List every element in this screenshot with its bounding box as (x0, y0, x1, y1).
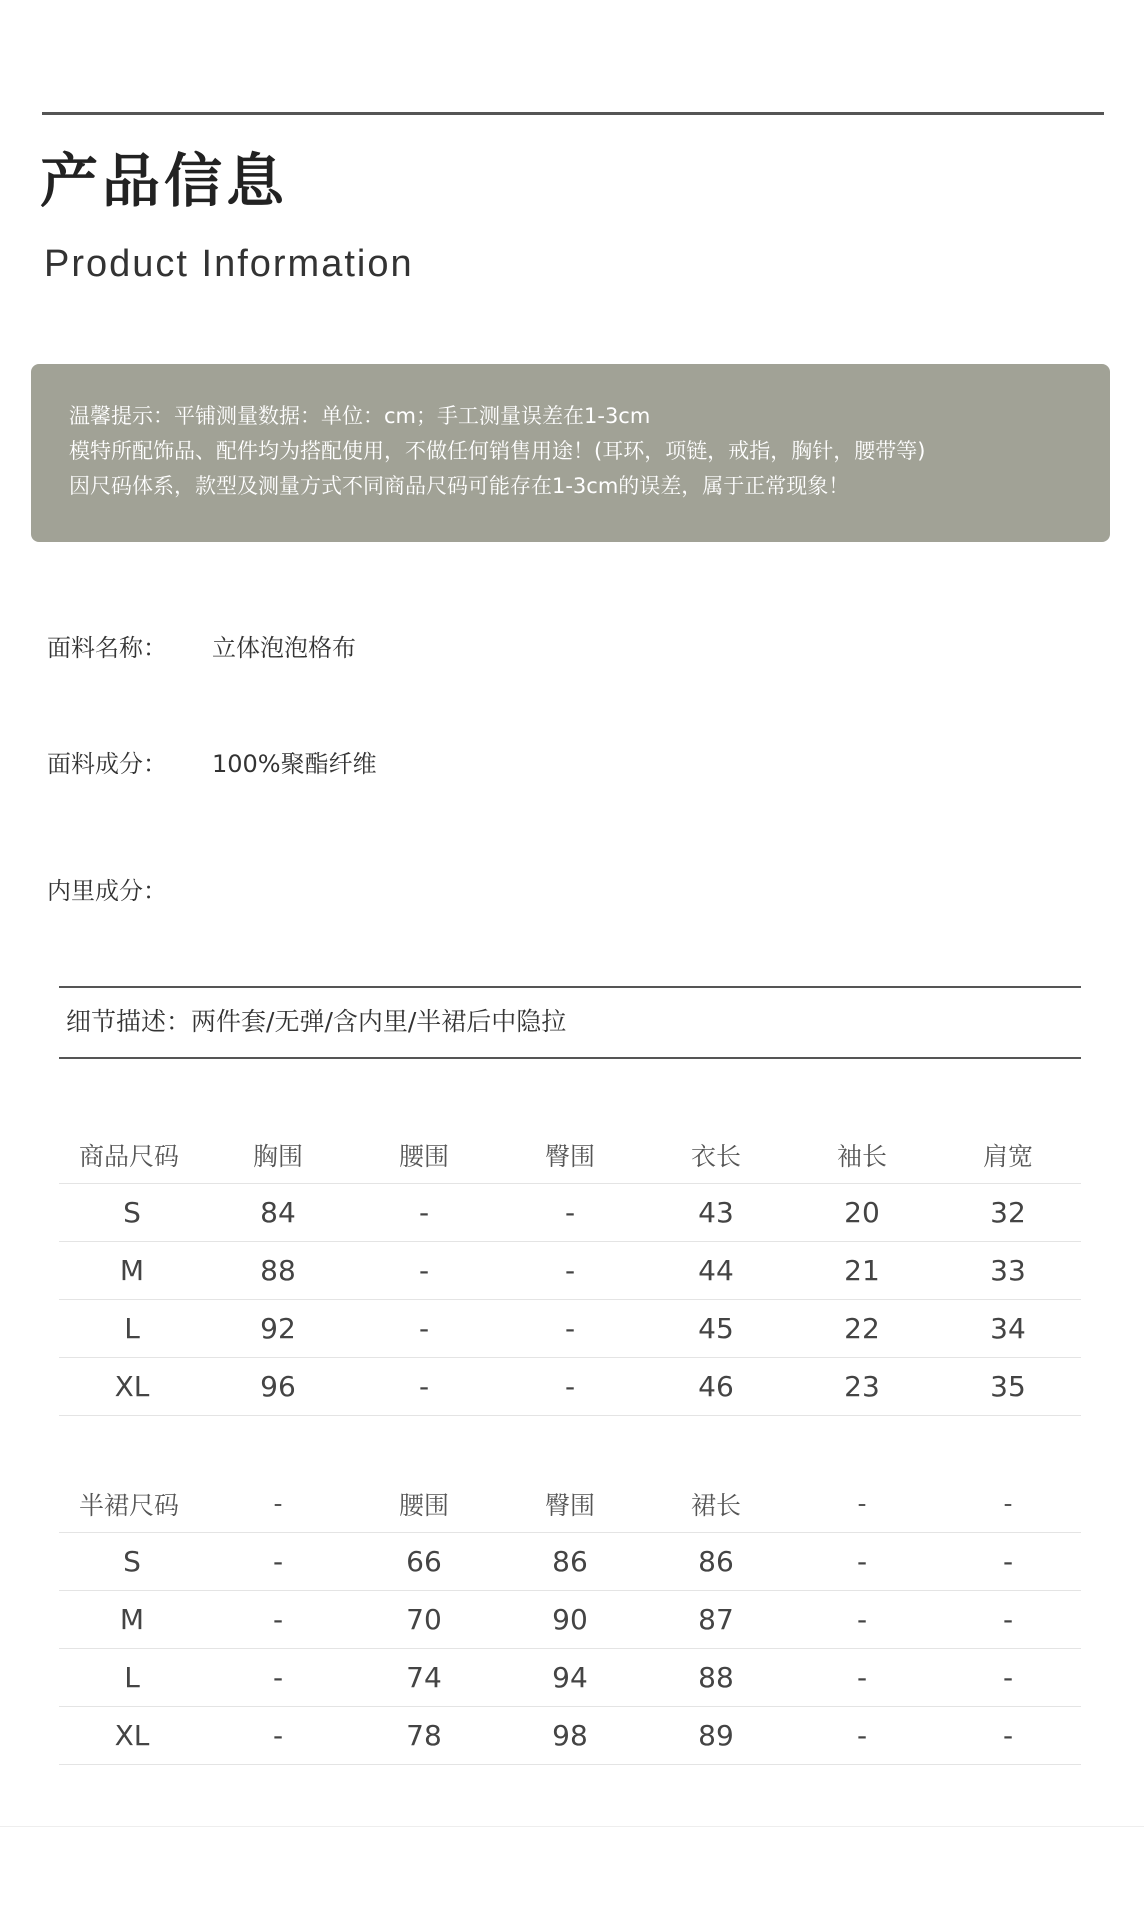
table-cell: - (205, 1533, 351, 1591)
table-cell: 98 (497, 1707, 643, 1765)
table-header-cell: 臀围 (497, 1475, 643, 1533)
table-cell: 44 (643, 1242, 789, 1300)
table-cell: XL (59, 1707, 205, 1765)
table-row (59, 1591, 1081, 1649)
detail-label: 细节描述： (66, 1007, 192, 1036)
table-header-row (59, 1126, 1081, 1184)
table-cell: S (59, 1533, 205, 1591)
table-header-cell: 裙长 (643, 1475, 789, 1533)
table-cell: - (351, 1242, 497, 1300)
table-cell: 94 (497, 1649, 643, 1707)
table-header-cell: 腰围 (351, 1475, 497, 1533)
table-cell: 86 (643, 1533, 789, 1591)
table-cell: 33 (935, 1242, 1081, 1300)
table-cell: - (497, 1184, 643, 1242)
table-cell: XL (59, 1358, 205, 1416)
table-cell: - (789, 1649, 935, 1707)
notice-line: 因尺码体系，款型及测量方式不同商品尺码可能存在1-3cm的误差，属于正常现象！ (69, 474, 850, 498)
fabric-composition-label: 面料成分： (47, 750, 167, 778)
table-row (59, 1707, 1081, 1765)
lining-composition-row (47, 877, 167, 906)
top-divider (42, 112, 1104, 115)
table-header-cell: 肩宽 (935, 1126, 1081, 1184)
table-row (59, 1649, 1081, 1707)
table-cell: - (205, 1649, 351, 1707)
table-header-cell: 臀围 (497, 1126, 643, 1184)
table-row (59, 1184, 1081, 1242)
notice-line: 模特所配饰品、配件均为搭配使用，不做任何销售用途！(耳环，项链，戒指，胸针，腰带等) (69, 439, 926, 463)
fabric-name-label: 面料名称： (47, 634, 167, 662)
table-header-cell: 商品尺码 (59, 1126, 205, 1184)
table-cell: 90 (497, 1591, 643, 1649)
notice-box (31, 364, 1110, 542)
fabric-name-row (47, 634, 356, 663)
table-header-cell: - (205, 1475, 351, 1533)
notice-line: 温馨提示：平铺测量数据：单位：cm；手工测量误差在1-3cm (69, 404, 651, 428)
table-row (59, 1533, 1081, 1591)
table-cell: L (59, 1300, 205, 1358)
table-cell: 34 (935, 1300, 1081, 1358)
table-cell: - (205, 1707, 351, 1765)
table-cell: 89 (643, 1707, 789, 1765)
fabric-composition-row (47, 750, 377, 779)
page-subtitle: Product Information (44, 243, 414, 285)
table-cell: - (351, 1184, 497, 1242)
table-cell: 74 (351, 1649, 497, 1707)
table-header-cell: - (935, 1475, 1081, 1533)
table-cell: L (59, 1649, 205, 1707)
table-header-cell: 半裙尺码 (59, 1475, 205, 1533)
table-cell: 78 (351, 1707, 497, 1765)
table-cell: 45 (643, 1300, 789, 1358)
table-cell: 92 (205, 1300, 351, 1358)
table-cell: 66 (351, 1533, 497, 1591)
fabric-composition-value: 100%聚酯纤维 (212, 750, 377, 778)
table-cell: - (497, 1300, 643, 1358)
table-cell: 35 (935, 1358, 1081, 1416)
table-header-cell: - (789, 1475, 935, 1533)
top-size-table (59, 1126, 1081, 1416)
table-cell: 21 (789, 1242, 935, 1300)
table-cell: 23 (789, 1358, 935, 1416)
table-cell: - (789, 1591, 935, 1649)
table-cell: 84 (205, 1184, 351, 1242)
table-header-cell: 胸围 (205, 1126, 351, 1184)
table-header-cell: 袖长 (789, 1126, 935, 1184)
page-title: 产品信息 (40, 147, 289, 215)
table-cell: M (59, 1591, 205, 1649)
lining-composition-label: 内里成分： (47, 877, 167, 905)
detail-divider-bottom (59, 1057, 1081, 1059)
table-cell: 70 (351, 1591, 497, 1649)
table-cell: - (497, 1358, 643, 1416)
table-cell: 96 (205, 1358, 351, 1416)
bottom-divider (0, 1826, 1144, 1827)
table-cell: - (935, 1591, 1081, 1649)
fabric-name-value: 立体泡泡格布 (212, 634, 356, 662)
table-row (59, 1358, 1081, 1416)
table-cell: - (205, 1591, 351, 1649)
table-cell: M (59, 1242, 205, 1300)
table-cell: 87 (643, 1591, 789, 1649)
table-cell: S (59, 1184, 205, 1242)
table-cell: 86 (497, 1533, 643, 1591)
table-cell: 88 (205, 1242, 351, 1300)
table-cell: - (789, 1533, 935, 1591)
detail-description (66, 1007, 566, 1037)
detail-divider-top (59, 986, 1081, 988)
table-cell: 32 (935, 1184, 1081, 1242)
table-cell: - (351, 1300, 497, 1358)
table-cell: 46 (643, 1358, 789, 1416)
table-header-cell: 衣长 (643, 1126, 789, 1184)
table-cell: 22 (789, 1300, 935, 1358)
skirt-size-table (59, 1475, 1081, 1765)
table-header-row (59, 1475, 1081, 1533)
detail-value: 两件套/无弹/含内里/半裙后中隐拉 (191, 1007, 567, 1036)
table-row (59, 1300, 1081, 1358)
table-row (59, 1242, 1081, 1300)
table-cell: 43 (643, 1184, 789, 1242)
table-cell: - (935, 1533, 1081, 1591)
table-cell: - (935, 1649, 1081, 1707)
table-cell: - (351, 1358, 497, 1416)
table-cell: 20 (789, 1184, 935, 1242)
table-header-cell: 腰围 (351, 1126, 497, 1184)
table-cell: - (789, 1707, 935, 1765)
table-cell: - (497, 1242, 643, 1300)
table-cell: 88 (643, 1649, 789, 1707)
table-cell: - (935, 1707, 1081, 1765)
